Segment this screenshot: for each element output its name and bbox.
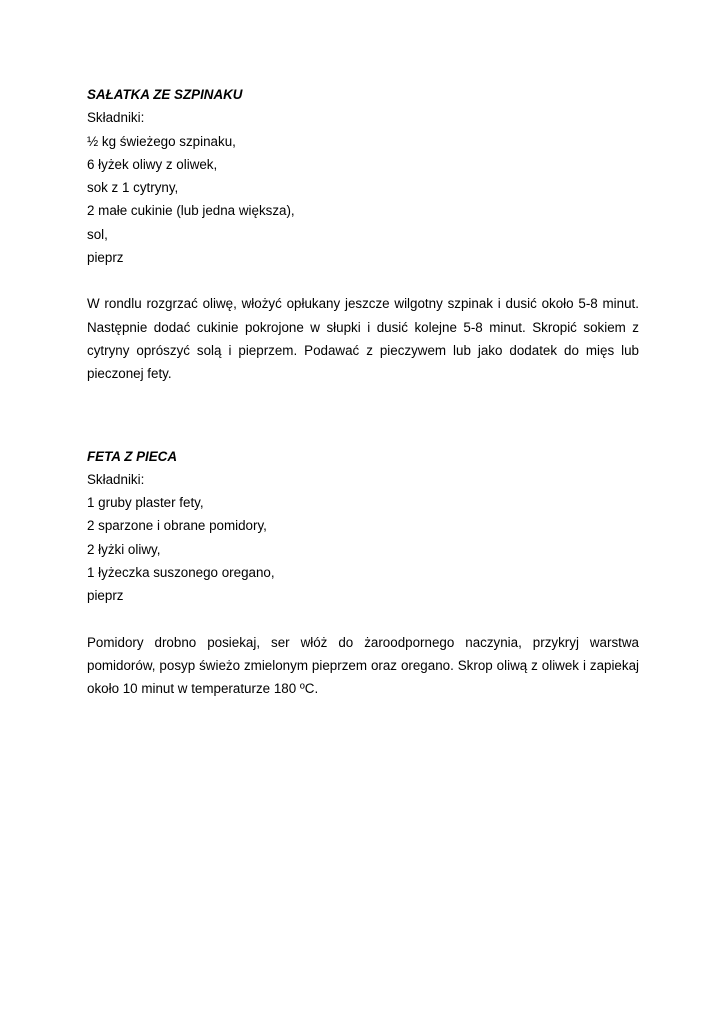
ingredients-label: Składniki: xyxy=(87,471,145,487)
ingredient-item: 1 łyżeczka suszonego oregano, xyxy=(87,565,275,581)
document-content xyxy=(87,83,639,701)
ingredient-item: 6 łyżek oliwy z oliwek, xyxy=(87,156,218,172)
ingredient-item: pieprz xyxy=(87,588,124,604)
spacer xyxy=(87,608,639,631)
ingredient-item: 2 sparzone i obrane pomidory, xyxy=(87,518,267,534)
recipe-baked-feta xyxy=(87,445,639,701)
ingredients-label: Składniki: xyxy=(87,110,145,126)
recipe-instructions: Pomidory drobno posiekaj, ser włóż do żaroodpornego naczynia, przykryj warstwa pomidorów, posyp świeżo zmielonym pieprzem oraz oregano. Skrop oliwą z oliwek i zapiekaj około 10 minut w temperaturze 180 ºC. xyxy=(87,634,639,697)
ingredient-item: sol, xyxy=(87,226,108,242)
ingredient-item: 2 małe cukinie (lub jedna większa), xyxy=(87,203,295,219)
spacer xyxy=(87,269,639,292)
recipe-title: FETA Z PIECA xyxy=(87,448,178,464)
recipe-title: SAŁATKA ZE SZPINAKU xyxy=(87,87,243,102)
recipe-instructions: W rondlu rozgrzać oliwę, włożyć opłukany jeszcze wilgotny szpinak i dusić około 5-8 minut. Następnie dodać cukinie pokrojone w słupki i dusić kolejne 5-8 minut. Skropić sokiem z cytryny oprószyć solą i pieprzem. Podawać z pieczywem lub jako dodatek do mięs lub pieczonej fety. xyxy=(87,296,639,382)
ingredient-item: 2 łyżki oliwy, xyxy=(87,541,161,557)
ingredient-item: ½ kg świeżego szpinaku, xyxy=(87,133,236,149)
ingredient-item: 1 gruby plaster fety, xyxy=(87,495,204,511)
ingredient-item: sok z 1 cytryny, xyxy=(87,180,179,196)
ingredient-item: pieprz xyxy=(87,250,124,266)
recipe-spinach-salad xyxy=(87,83,639,386)
section-spacer xyxy=(87,386,639,445)
